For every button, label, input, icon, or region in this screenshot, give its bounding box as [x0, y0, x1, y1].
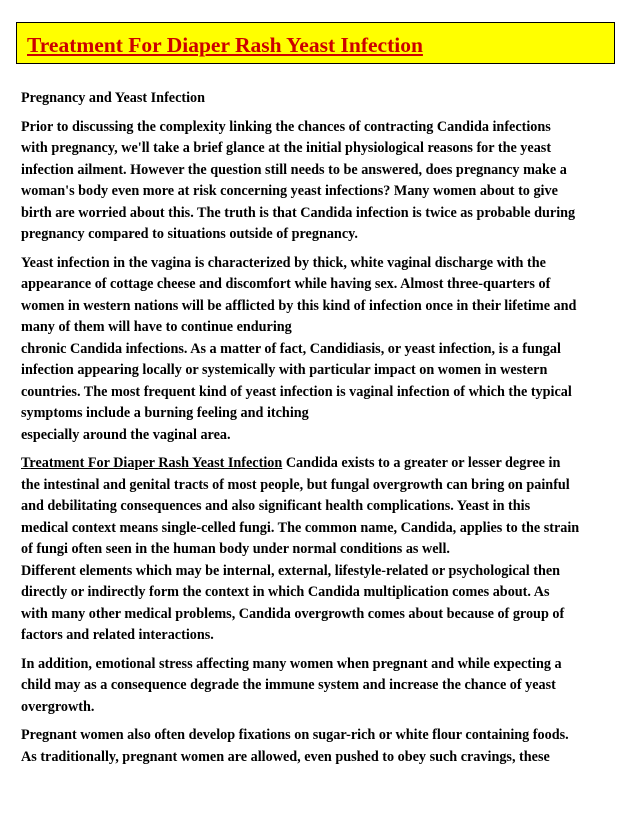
- paragraph-line: the intestinal and genital tracts of most people, but fungal overgrowth can bring on painful: [21, 476, 570, 493]
- paragraph-line: especially around the vaginal area.: [21, 426, 231, 443]
- paragraph-line: Pregnant women also often develop fixations on sugar-rich or white flour containing foods.: [21, 727, 569, 743]
- paragraph-line: infection appearing locally or systemically with particular impact on women in western: [21, 362, 548, 378]
- paragraph-line: women in western nations will be afflicted by this kind of infection once in their lifetime and: [21, 297, 577, 314]
- paragraph-line: medical context means single-celled fungi. The common name, Candida, applies to the strain: [21, 519, 580, 536]
- paragraph-4: [21, 654, 621, 719]
- paragraph-line: woman's body even more at risk concerning yeast infections? Many women about to give: [21, 183, 558, 199]
- paragraph-line: and debilitating consequences and also significant health complications. Yeast in this: [21, 498, 531, 514]
- paragraph-line: directly or indirectly form the context in which Candida multiplication comes about. As: [21, 584, 550, 600]
- paragraph-line: many of them will have to continue enduring: [21, 319, 292, 335]
- paragraph-line: chronic Candida infections. As a matter of fact, Candidiasis, or yeast infection, is a fungal: [21, 340, 561, 357]
- paragraph-line: factors and related interactions.: [21, 627, 214, 643]
- paragraph-line: Yeast infection in the vagina is characterized by thick, white vaginal discharge with the: [21, 254, 546, 271]
- paragraph-line: countries. The most frequent kind of yeast infection is vaginal infection of which the typical: [21, 383, 572, 400]
- title-banner: [16, 22, 615, 64]
- paragraph-line: with pregnancy, we'll take a brief glance at the initial physiological reasons for the yeast: [21, 140, 552, 156]
- paragraph-line: In addition, emotional stress affecting many women when pregnant and while expecting a: [21, 655, 562, 672]
- paragraph-line: of fungi often seen in the human body under normal conditions as well.: [21, 541, 450, 557]
- subheading: [21, 88, 621, 110]
- paragraph-line: with many other medical problems, Candida overgrowth comes about because of group of: [21, 605, 565, 622]
- page-title: Treatment For Diaper Rash Yeast Infection: [27, 33, 423, 57]
- paragraph-3: [21, 453, 621, 647]
- paragraph-line: Prior to discussing the complexity linking the chances of contracting Candida infections: [21, 118, 551, 135]
- article-link[interactable]: Treatment For Diaper Rash Yeast Infection: [21, 455, 283, 471]
- paragraph-5: [21, 725, 621, 768]
- paragraph-line: symptoms include a burning feeling and itching: [21, 405, 309, 421]
- paragraph-line: birth are worried about this. The truth is that Candida infection is twice as probable during: [21, 204, 576, 221]
- paragraph-2: [21, 253, 621, 447]
- document-body: [21, 88, 621, 775]
- subheading-text: Pregnancy and Yeast Infection: [21, 90, 206, 106]
- paragraph-line: infection ailment. However the question still needs to be answered, does pregnancy make a: [21, 161, 567, 178]
- paragraph-line: pregnancy compared to situations outside of pregnancy.: [21, 226, 358, 242]
- paragraph-line-rest: Candida exists to a greater or lesser degree in: [282, 455, 561, 471]
- paragraph-line: As traditionally, pregnant women are allowed, even pushed to obey such cravings, these: [21, 748, 550, 765]
- paragraph-1: [21, 117, 621, 246]
- paragraph-line: appearance of cottage cheese and discomfort while having sex. Almost three-quarters of: [21, 276, 551, 292]
- paragraph-first-line: [21, 453, 621, 475]
- paragraph-line: Different elements which may be internal, external, lifestyle-related or psychological then: [21, 562, 561, 579]
- paragraph-line: overgrowth.: [21, 698, 95, 715]
- paragraph-line: child may as a consequence degrade the immune system and increase the chance of yeast: [21, 677, 556, 693]
